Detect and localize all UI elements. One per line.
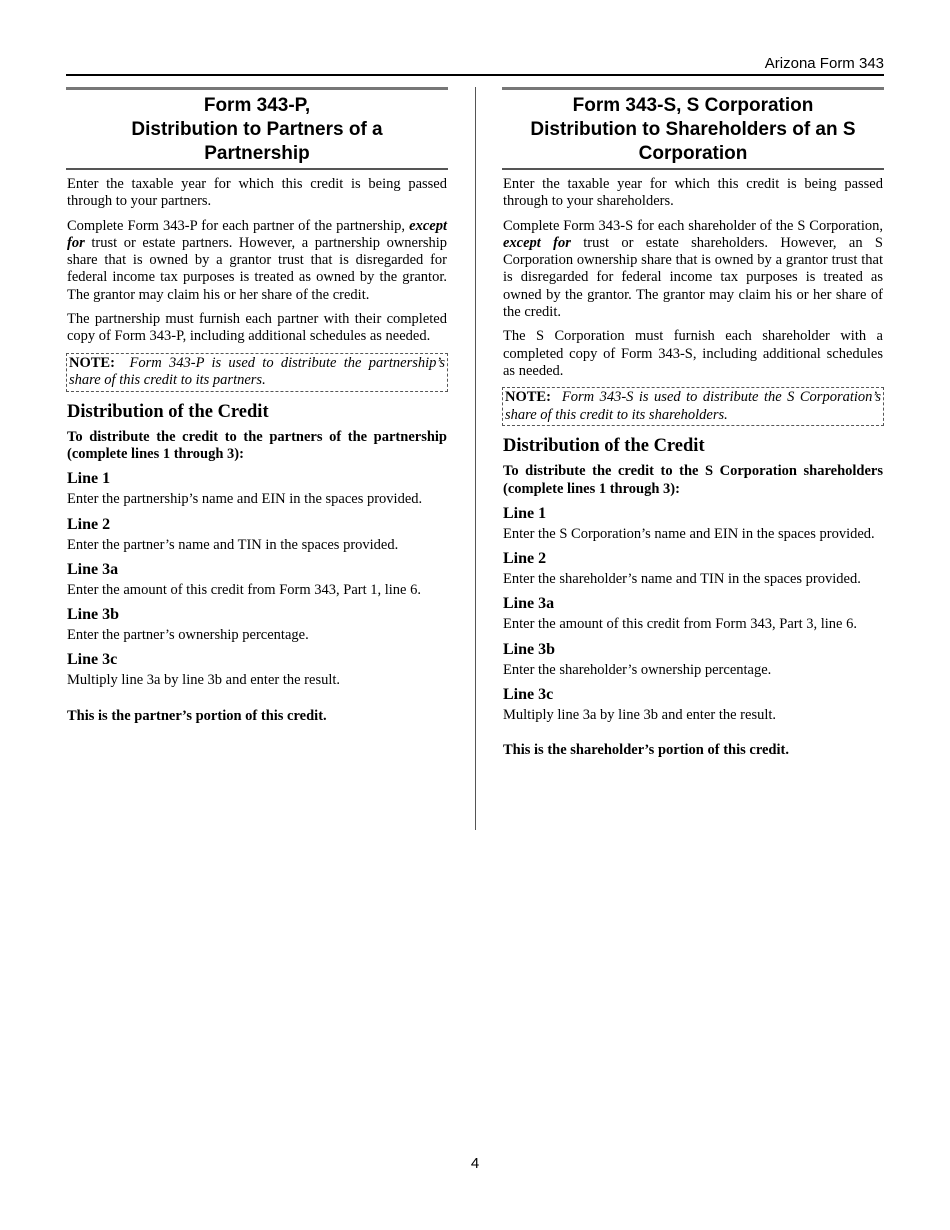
closing-statement: This is the partner’s portion of this credit. [67, 707, 327, 724]
line-1-text: Enter the partnership’s name and EIN in the spaces provided. [67, 491, 423, 508]
s-corporation-column [502, 87, 884, 760]
line-3a-heading: Line 3a [67, 560, 119, 578]
paragraph-text: Complete Form 343-S for each shareholder of the S Corporation, [503, 217, 883, 234]
except-for-emphasis: except for [503, 234, 571, 251]
title-line: Corporation [638, 143, 748, 164]
except-for-emphasis: except for [67, 217, 447, 251]
distribution-heading: Distribution of the Credit [503, 436, 705, 457]
header-rule [66, 74, 884, 76]
note-label: NOTE: [505, 389, 551, 406]
paragraph-text: trust or estate shareholders. However, an S Corporation ownership share that is owned by a grantor trust that is disregarded for federal income tax purposes is treated as owned by the grantor. The grantor may claim his or her share of the credit. [503, 234, 883, 321]
note-text: Form 343-S is used to distribute the S Corporation’s share of this credit to its shareholders. [505, 389, 881, 423]
taxable-year-paragraph: Enter the taxable year for which this credit is being passed through to your shareholders. [503, 176, 883, 210]
title-line: Form 343-P, [203, 95, 311, 116]
line-3a-text: Enter the amount of this credit from Form 343, Part 1, line 6. [67, 581, 421, 598]
line-1-text: Enter the S Corporation’s name and EIN in the spaces provided. [503, 525, 875, 542]
furnish-paragraph: The S Corporation must furnish each shareholder with a completed copy of Form 343-S, including additional schedules as needed. [503, 328, 883, 379]
section-title-partnership [66, 87, 448, 170]
line-3b-text: Enter the shareholder’s ownership percentage. [503, 661, 772, 678]
distribution-heading: Distribution of the Credit [67, 401, 269, 422]
taxable-year-paragraph: Enter the taxable year for which this credit is being passed through to your partners. [67, 176, 447, 210]
line-2-text: Enter the shareholder’s name and TIN in the spaces provided. [503, 571, 861, 588]
note-text: Form 343-P is used to distribute the partnership’s share of this credit to its partners. [69, 354, 446, 389]
distribution-instruction: To distribute the credit to the partners of the partnership (complete lines 1 through 3): [67, 428, 447, 462]
closing-statement: This is the shareholder’s portion of this credit. [503, 742, 789, 759]
page-header-form-label: Arizona Form 343 [764, 55, 884, 72]
section-title-s-corporation [502, 87, 884, 170]
line-2-heading: Line 2 [67, 515, 111, 533]
title-line: Partnership [204, 143, 310, 164]
line-1-heading: Line 1 [67, 470, 111, 488]
line-3c-text: Multiply line 3a by line 3b and enter the result. [503, 707, 777, 724]
furnish-paragraph: The partnership must furnish each partner with their completed copy of Form 343-P, including additional schedules as needed. [67, 311, 447, 345]
line-3c-heading: Line 3c [67, 651, 118, 669]
page-number: 4 [470, 1155, 480, 1172]
paragraph-text: trust or estate partners. However, a partnership ownership share that is owned by a grantor trust that is disregarded for federal income tax purposes is treated as owned by the grantor. The grantor may claim his or her share of the credit. [67, 234, 447, 303]
line-3b-heading: Line 3b [67, 606, 120, 624]
line-1-heading: Line 1 [503, 504, 547, 522]
line-3b-heading: Line 3b [503, 640, 556, 658]
complete-form-paragraph [502, 218, 884, 322]
distribution-instruction: To distribute the credit to the S Corporation shareholders (complete lines 1 through 3): [503, 463, 883, 497]
note-label: NOTE: [69, 354, 115, 371]
title-line: Distribution to Shareholders of an S [530, 119, 856, 140]
paragraph-text: Complete Form 343-P for each partner of the partnership, [67, 217, 410, 234]
line-3c-heading: Line 3c [503, 686, 554, 704]
line-3c-text: Multiply line 3a by line 3b and enter the result. [67, 672, 341, 689]
title-line: Distribution to Partners of a [131, 119, 383, 140]
line-3a-heading: Line 3a [503, 595, 555, 613]
title-line: Form 343-S, S Corporation [572, 95, 814, 116]
note-box [66, 353, 448, 392]
note-box [502, 387, 884, 426]
line-2-heading: Line 2 [503, 550, 547, 568]
line-3a-text: Enter the amount of this credit from Form 343, Part 3, line 6. [503, 616, 857, 633]
column-divider [475, 87, 476, 830]
line-3b-text: Enter the partner’s ownership percentage. [67, 627, 309, 644]
complete-form-paragraph [66, 218, 448, 304]
partnership-column [66, 87, 448, 725]
line-2-text: Enter the partner’s name and TIN in the spaces provided. [67, 536, 399, 553]
